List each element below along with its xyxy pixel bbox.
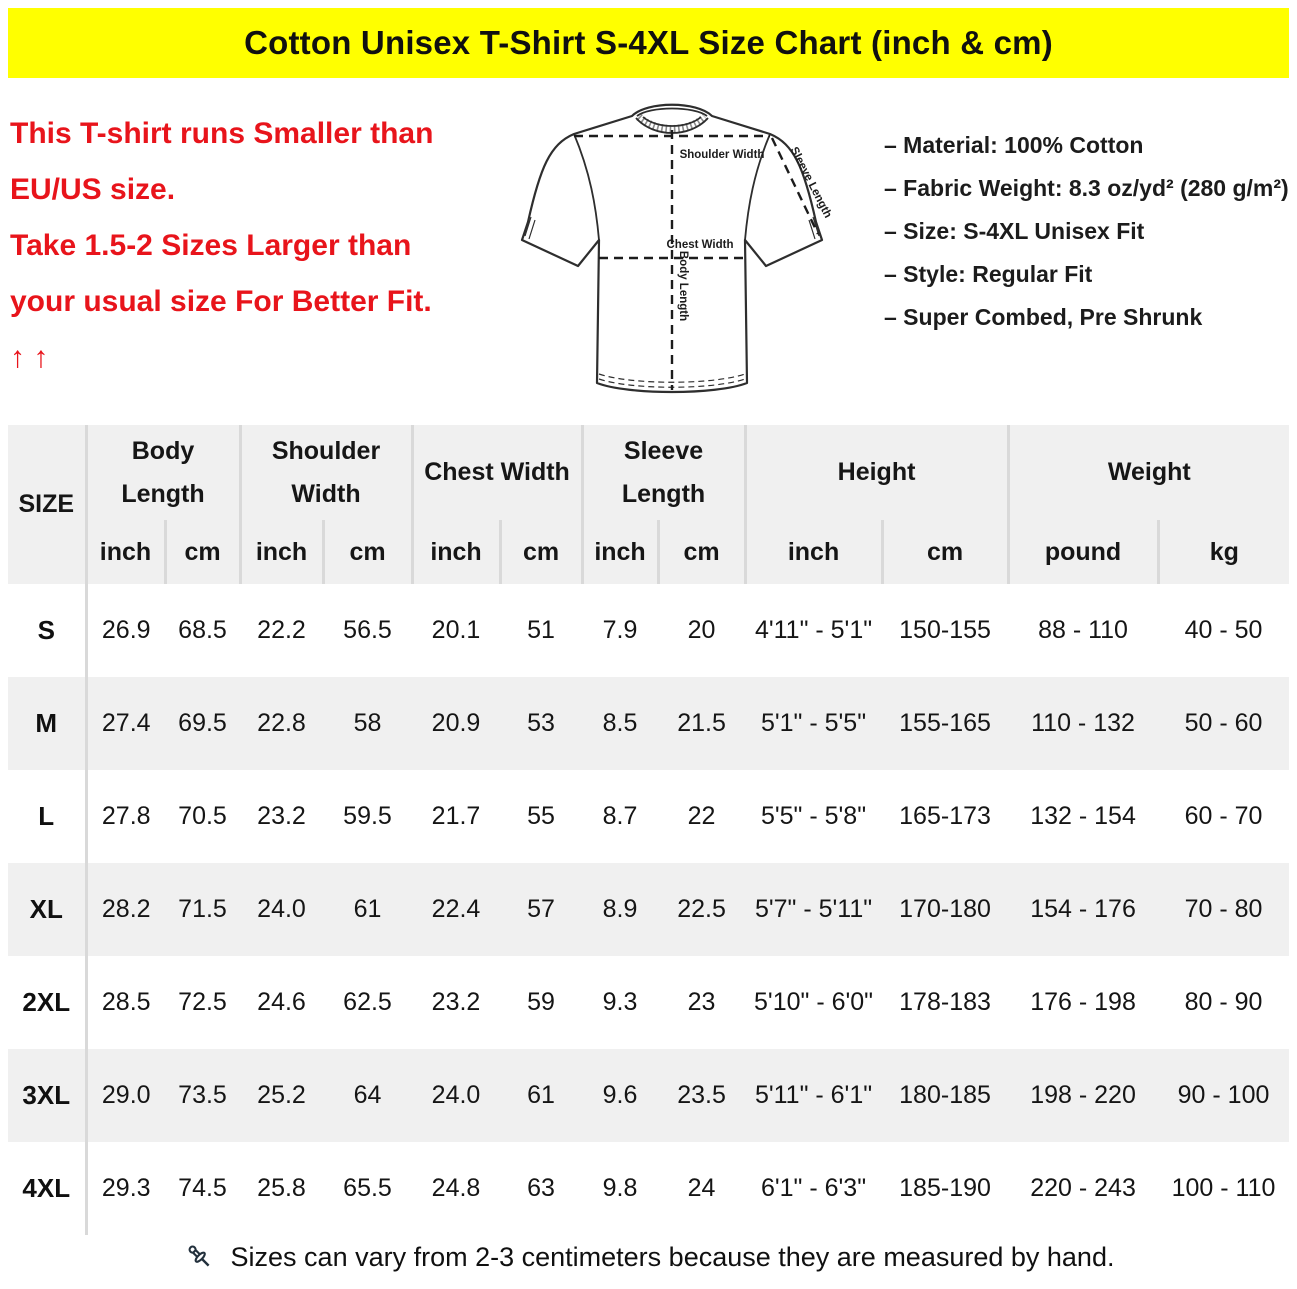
value-cell: 220 - 243 bbox=[1030, 1174, 1136, 1202]
value-cell: 23.2 bbox=[257, 802, 306, 830]
value-cell: 80 - 90 bbox=[1184, 988, 1263, 1016]
size-cell: M bbox=[8, 677, 86, 770]
value-cell: 20.9 bbox=[412, 677, 500, 770]
spec-item: – Size: S-4XL Unisex Fit bbox=[884, 218, 1145, 244]
unit-header: cm bbox=[658, 520, 745, 584]
value-cell: 24.8 bbox=[431, 1174, 481, 1202]
group-header: Weight bbox=[1008, 425, 1289, 520]
value-cell: 9.6 bbox=[582, 1049, 658, 1142]
value-cell: 20.1 bbox=[431, 616, 481, 644]
value-cell: 90 - 100 bbox=[1158, 1049, 1289, 1142]
footer-note-text: Sizes can vary from 2-3 centimeters because they are measured by hand. bbox=[230, 1241, 1115, 1272]
value-cell: 28.2 bbox=[86, 863, 165, 956]
tshirt-diagram bbox=[502, 90, 842, 420]
value-cell: 64 bbox=[323, 1049, 412, 1142]
value-cell: 180-185 bbox=[882, 1049, 1008, 1142]
value-cell: 25.2 bbox=[240, 1049, 323, 1142]
value-cell: 176 - 198 bbox=[1030, 988, 1136, 1016]
footer-note bbox=[0, 1240, 1297, 1274]
pushpin-icon bbox=[183, 1240, 217, 1274]
value-cell: 55 bbox=[527, 802, 555, 830]
group-header: Shoulder Width bbox=[240, 425, 412, 520]
value-cell: 58 bbox=[323, 677, 412, 770]
value-cell: 21.5 bbox=[658, 677, 745, 770]
value-cell: 5'11" - 6'1" bbox=[745, 1049, 882, 1142]
body-length-label: Body Length bbox=[677, 250, 689, 322]
value-cell: 88 - 110 bbox=[1038, 616, 1128, 644]
table-row bbox=[8, 770, 1289, 863]
table-row bbox=[8, 1142, 1289, 1235]
notice-line: Take 1.5-2 Sizes Larger than bbox=[10, 229, 412, 262]
value-cell: 60 - 70 bbox=[1184, 802, 1263, 830]
unit-header: cm bbox=[500, 520, 582, 584]
value-cell: 69.5 bbox=[165, 677, 240, 770]
value-cell: 51 bbox=[527, 616, 555, 644]
unit-header: cm bbox=[165, 520, 240, 584]
size-cell: L bbox=[8, 770, 86, 863]
value-cell: 4'11" - 5'1" bbox=[754, 616, 873, 644]
spec-item: – Style: Regular Fit bbox=[884, 261, 1093, 287]
size-cell: XL bbox=[8, 863, 86, 956]
notice-line: your usual size For Better Fit. bbox=[10, 285, 432, 318]
value-cell: 73.5 bbox=[165, 1049, 240, 1142]
table-row bbox=[8, 677, 1289, 770]
value-cell: 198 - 220 bbox=[1008, 1049, 1158, 1142]
size-chart-table bbox=[8, 425, 1289, 1235]
value-cell: 22.4 bbox=[412, 863, 500, 956]
value-cell: 50 - 60 bbox=[1158, 677, 1289, 770]
value-cell: 5'1" - 5'5" bbox=[745, 677, 882, 770]
value-cell: 23.2 bbox=[431, 988, 481, 1016]
value-cell: 21.7 bbox=[431, 802, 481, 830]
value-cell: 26.9 bbox=[101, 616, 151, 644]
unit-header: inch bbox=[745, 520, 882, 584]
value-cell: 23 bbox=[687, 988, 716, 1016]
value-cell: 63 bbox=[527, 1174, 555, 1202]
shoulder-width-label: Shoulder Width bbox=[679, 149, 765, 161]
sleeve-length-label: Sleeve Length bbox=[787, 145, 834, 221]
value-cell: 74.5 bbox=[178, 1174, 227, 1202]
unit-header: inch bbox=[412, 520, 500, 584]
value-cell: 170-180 bbox=[882, 863, 1008, 956]
size-column-header: SIZE bbox=[8, 425, 86, 584]
value-cell: 28.5 bbox=[101, 988, 151, 1016]
value-cell: 40 - 50 bbox=[1184, 616, 1263, 644]
value-cell: 53 bbox=[500, 677, 582, 770]
unit-header: kg bbox=[1158, 520, 1289, 584]
value-cell: 155-165 bbox=[882, 677, 1008, 770]
group-header: Height bbox=[745, 425, 1008, 520]
spec-item: – Fabric Weight: 8.3 oz/yd² (280 g/m²) bbox=[884, 175, 1289, 201]
unit-header: inch bbox=[582, 520, 658, 584]
value-cell: 27.4 bbox=[86, 677, 165, 770]
size-cell: 4XL bbox=[8, 1142, 86, 1235]
value-cell: 24.6 bbox=[257, 988, 306, 1016]
value-cell: 22 bbox=[687, 802, 716, 830]
product-specs-list bbox=[884, 124, 1297, 339]
value-cell: 154 - 176 bbox=[1008, 863, 1158, 956]
table-row bbox=[8, 863, 1289, 956]
table-row bbox=[8, 956, 1289, 1049]
table-row bbox=[8, 584, 1289, 677]
tshirt-drawing-icon bbox=[502, 90, 842, 420]
value-cell: 9.3 bbox=[602, 988, 638, 1016]
spec-item: – Super Combed, Pre Shrunk bbox=[884, 304, 1203, 330]
value-cell: 165-173 bbox=[899, 802, 991, 830]
value-cell: 110 - 132 bbox=[1008, 677, 1158, 770]
unit-header: cm bbox=[323, 520, 412, 584]
value-cell: 61 bbox=[500, 1049, 582, 1142]
group-header: Sleeve Length bbox=[582, 425, 745, 520]
value-cell: 29.0 bbox=[86, 1049, 165, 1142]
value-cell: 185-190 bbox=[899, 1174, 991, 1202]
value-cell: 5'7" - 5'11" bbox=[745, 863, 882, 956]
value-cell: 72.5 bbox=[178, 988, 227, 1016]
group-header: Body Length bbox=[86, 425, 240, 520]
value-cell: 22.5 bbox=[658, 863, 745, 956]
group-header: Chest Width bbox=[412, 425, 582, 520]
value-cell: 57 bbox=[500, 863, 582, 956]
value-cell: 29.3 bbox=[101, 1174, 151, 1202]
value-cell: 70 - 80 bbox=[1158, 863, 1289, 956]
table-row bbox=[8, 1049, 1289, 1142]
chest-width-label: Chest Width bbox=[666, 239, 734, 251]
value-cell: 56.5 bbox=[343, 616, 392, 644]
value-cell: 71.5 bbox=[165, 863, 240, 956]
unit-header: pound bbox=[1008, 520, 1158, 584]
value-cell: 68.5 bbox=[178, 616, 227, 644]
value-cell: 8.5 bbox=[582, 677, 658, 770]
value-cell: 62.5 bbox=[343, 988, 392, 1016]
notice-line: This T-shirt runs Smaller than bbox=[10, 117, 434, 150]
size-cell: S bbox=[8, 584, 86, 677]
value-cell: 9.8 bbox=[602, 1174, 638, 1202]
value-cell: 8.7 bbox=[602, 802, 638, 830]
value-cell: 8.9 bbox=[582, 863, 658, 956]
value-cell: 24.0 bbox=[412, 1049, 500, 1142]
value-cell: 100 - 110 bbox=[1171, 1174, 1276, 1202]
value-cell: 61 bbox=[323, 863, 412, 956]
size-cell: 2XL bbox=[8, 956, 86, 1049]
value-cell: 25.8 bbox=[257, 1174, 306, 1202]
value-cell: 24.0 bbox=[240, 863, 323, 956]
value-cell: 150-155 bbox=[899, 616, 991, 644]
unit-header: inch bbox=[240, 520, 323, 584]
notice-line: ↑ ↑ bbox=[10, 341, 49, 374]
value-cell: 7.9 bbox=[602, 616, 638, 644]
unit-header: inch bbox=[86, 520, 165, 584]
title-banner bbox=[8, 8, 1289, 78]
value-cell: 59.5 bbox=[343, 802, 392, 830]
sizing-notice bbox=[10, 106, 515, 386]
value-cell: 132 - 154 bbox=[1030, 802, 1136, 830]
spec-item: – Material: 100% Cotton bbox=[884, 132, 1144, 158]
value-cell: 5'5" - 5'8" bbox=[760, 802, 867, 830]
notice-line: EU/US size. bbox=[10, 173, 176, 206]
value-cell: 27.8 bbox=[101, 802, 151, 830]
value-cell: 65.5 bbox=[343, 1174, 392, 1202]
value-cell: 70.5 bbox=[178, 802, 227, 830]
value-cell: 178-183 bbox=[899, 988, 991, 1016]
value-cell: 23.5 bbox=[658, 1049, 745, 1142]
value-cell: 20 bbox=[687, 616, 716, 644]
value-cell: 24 bbox=[687, 1174, 716, 1202]
value-cell: 22.2 bbox=[257, 616, 306, 644]
page-title: Cotton Unisex T-Shirt S-4XL Size Chart (inch & cm) bbox=[244, 24, 1053, 61]
size-cell: 3XL bbox=[8, 1049, 86, 1142]
value-cell: 59 bbox=[527, 988, 555, 1016]
unit-header: cm bbox=[882, 520, 1008, 584]
value-cell: 6'1" - 6'3" bbox=[760, 1174, 867, 1202]
value-cell: 22.8 bbox=[240, 677, 323, 770]
value-cell: 5'10" - 6'0" bbox=[754, 988, 874, 1016]
